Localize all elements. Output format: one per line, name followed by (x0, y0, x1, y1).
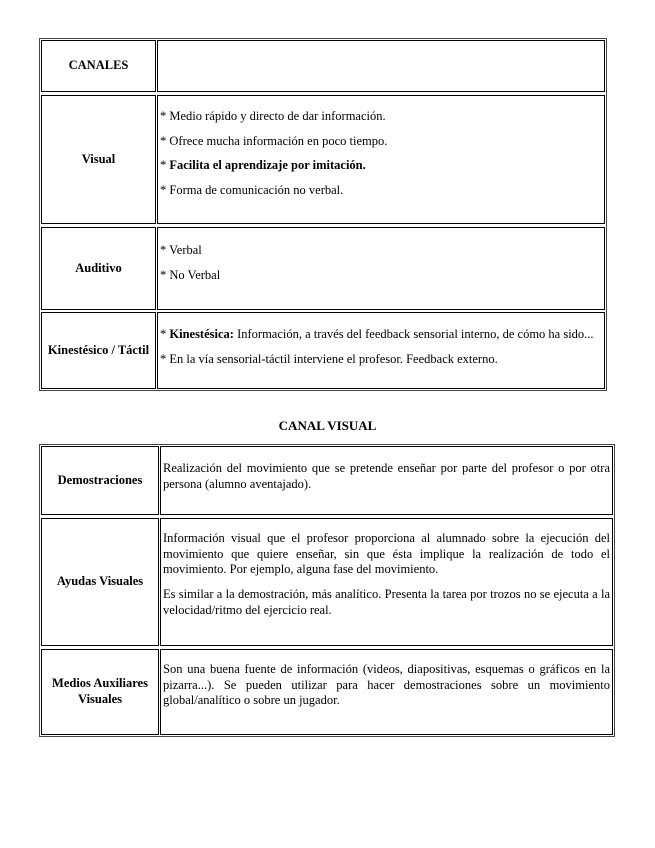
row-label-demostraciones: Demostraciones (41, 446, 159, 515)
row-label-visual: Visual (41, 95, 156, 224)
visual-item-2: * Ofrece mucha información en poco tiempo. (160, 133, 388, 148)
auditivo-item-2: * No Verbal (160, 267, 221, 282)
canales-header-content (157, 40, 605, 92)
row-content-demostraciones (160, 446, 613, 515)
row-content-auditivo (157, 227, 605, 310)
section-title-canal-visual: CANAL VISUAL (278, 418, 377, 433)
auditivo-item-1: * Verbal (160, 243, 202, 257)
visual-item-4: * Forma de comunicación no verbal. (160, 182, 344, 197)
row-content-ayudas-visuales (160, 518, 613, 646)
medios-auxiliares-paragraph: Son una buena fuente de información (videos, diapositivas, esquemas o gráficos en la pizarra...). Se pueden utilizar para hacer demostraciones sobre un movimiento global/analítico o sobre un jugador. (163, 662, 610, 708)
canales-header-label: CANALES (41, 40, 156, 92)
kinestesico-item-1: * Kinestésica: Información, a través del feedback sensorial interno, de cómo ha sido... (160, 327, 594, 341)
ayudas-visuales-paragraph-1: Información visual que el profesor proporciona al alumnado sobre la ejecución del movimiento que quiere enseñar, sin que ésta implique la realización de todo el movimiento. Por ejemplo, alguna fase del movimiento. (163, 531, 610, 577)
visual-item-3: * Facilita el aprendizaje por imitación. (160, 158, 366, 173)
kinestesico-item-2: * En la vía sensorial-táctil interviene el profesor. Feedback externo. (160, 351, 498, 366)
row-content-medios-auxiliares (160, 649, 613, 735)
row-label-auditivo: Auditivo (41, 227, 156, 310)
ayudas-visuales-paragraph-2: Es similar a la demostración, más analítico. Presenta la tarea por trozos no se ejecuta a la velocidad/ritmo del ejercicio real. (163, 586, 610, 617)
row-label-ayudas-visuales: Ayudas Visuales (41, 518, 159, 646)
row-label-kinestesico: Kinestésico / Táctil (41, 312, 156, 389)
row-content-visual (157, 95, 605, 224)
row-content-kinestesico (157, 312, 605, 389)
demostraciones-paragraph: Realización del movimiento que se pretende enseñar por parte del profesor o por otra persona (alumno aventajado). (163, 461, 610, 491)
row-label-medios-auxiliares: Medios Auxiliares Visuales (41, 649, 159, 735)
visual-item-1: * Medio rápido y directo de dar información. (160, 109, 386, 123)
